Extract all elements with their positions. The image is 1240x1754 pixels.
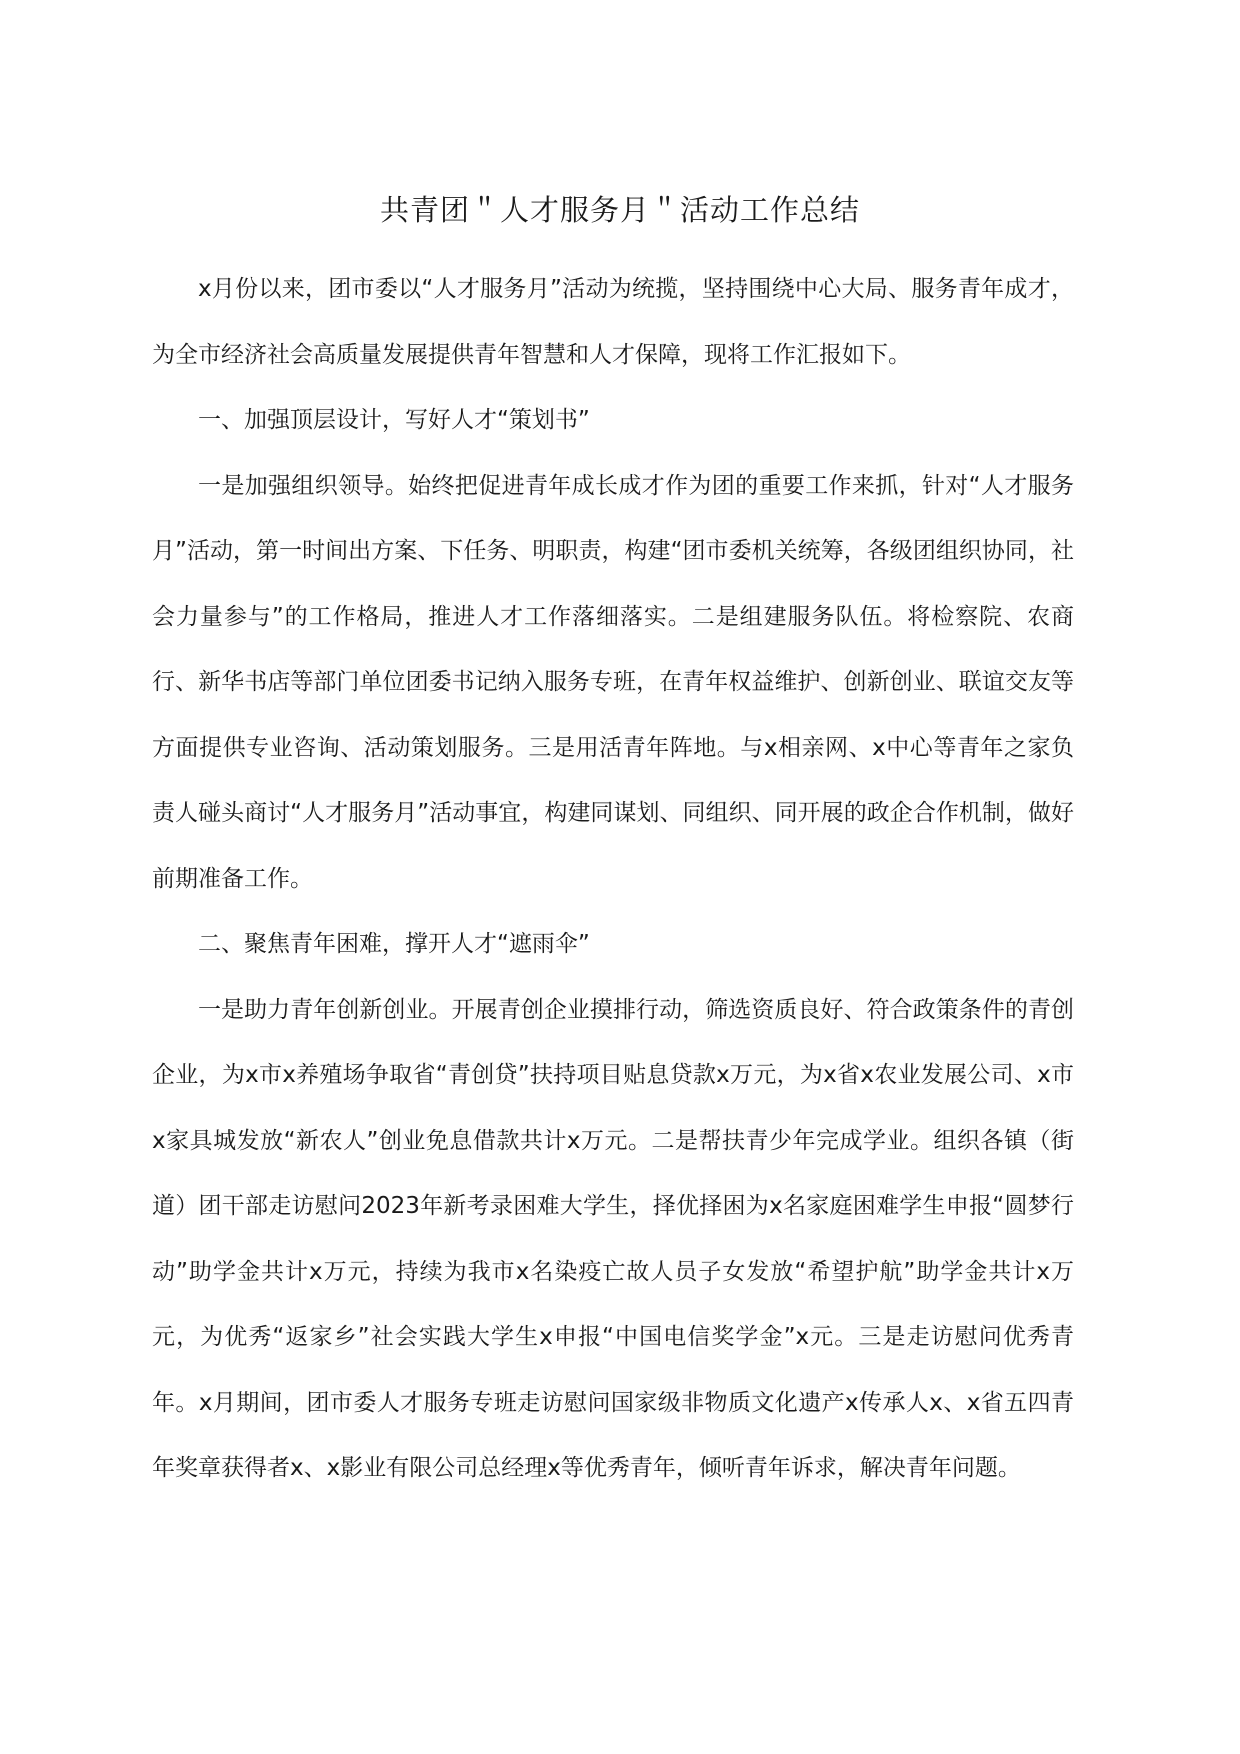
section-1-paragraph: 一是加强组织领导。始终把促进青年成长成才作为团的重要工作来抓，针对“人才服务月”活动，第一时间出方案、下任务、明职责，构建“团市委机关统筹，各级团组织协同，社会力量参与”的工作格局，推进人才工作落细落实。二是组建服务队伍。将检察院、农商行、新华书店等部门单位团委书记纳入服务专班，在青年权益维护、创新创业、联谊交友等方面提供专业咨询、活动策划服务。三是用活青年阵地。与x相亲网、x中心等青年之家负责人碰头商讨“人才服务月”活动事宜，构建同谋划、同组织、同开展的政企合作机制，做好前期准备工作。 xyxy=(152,472,1074,892)
document-body xyxy=(152,257,1074,1502)
section-heading-2: 二、聚焦青年困难，撑开人才“遮雨伞” xyxy=(198,931,590,957)
section-2-paragraph: 一是助力青年创新创业。开展青创企业摸排行动，筛选资质良好、符合政策条件的青创企业，为x市x养殖场争取省“青创贷”扶持项目贴息贷款x万元，为x省x农业发展公司、x市x家具城发放“新农人”创业免息借款共计x万元。二是帮扶青少年完成学业。组织各镇（街道）团干部走访慰问2023年新考录困难大学生，择优择困为x名家庭困难学生申报“圆梦行动”助学金共计x万元，持续为我市x名染疫亡故人员子女发放“希望护航”助学金共计x万元，为优秀“返家乡”社会实践大学生x申报“中国电信奖学金”x元。三是走访慰问优秀青年。x月期间，团市委人才服务专班走访慰问国家级非物质文化遗产x传承人x、x省五四青年奖章获得者x、x影业有限公司总经理x等优秀青年，倾听青年诉求，解决青年问题。 xyxy=(152,996,1074,1481)
intro-paragraph: x月份以来，团市委以“人才服务月”活动为统揽，坚持围绕中心大局、服务青年成才，为全市经济社会高质量发展提供青年智慧和人才保障，现将工作汇报如下。 xyxy=(152,276,1074,368)
section-heading-1: 一、加强顶层设计，写好人才“策划书” xyxy=(198,407,590,433)
document-title: 共青团＂人才服务月＂活动工作总结 xyxy=(379,193,860,227)
